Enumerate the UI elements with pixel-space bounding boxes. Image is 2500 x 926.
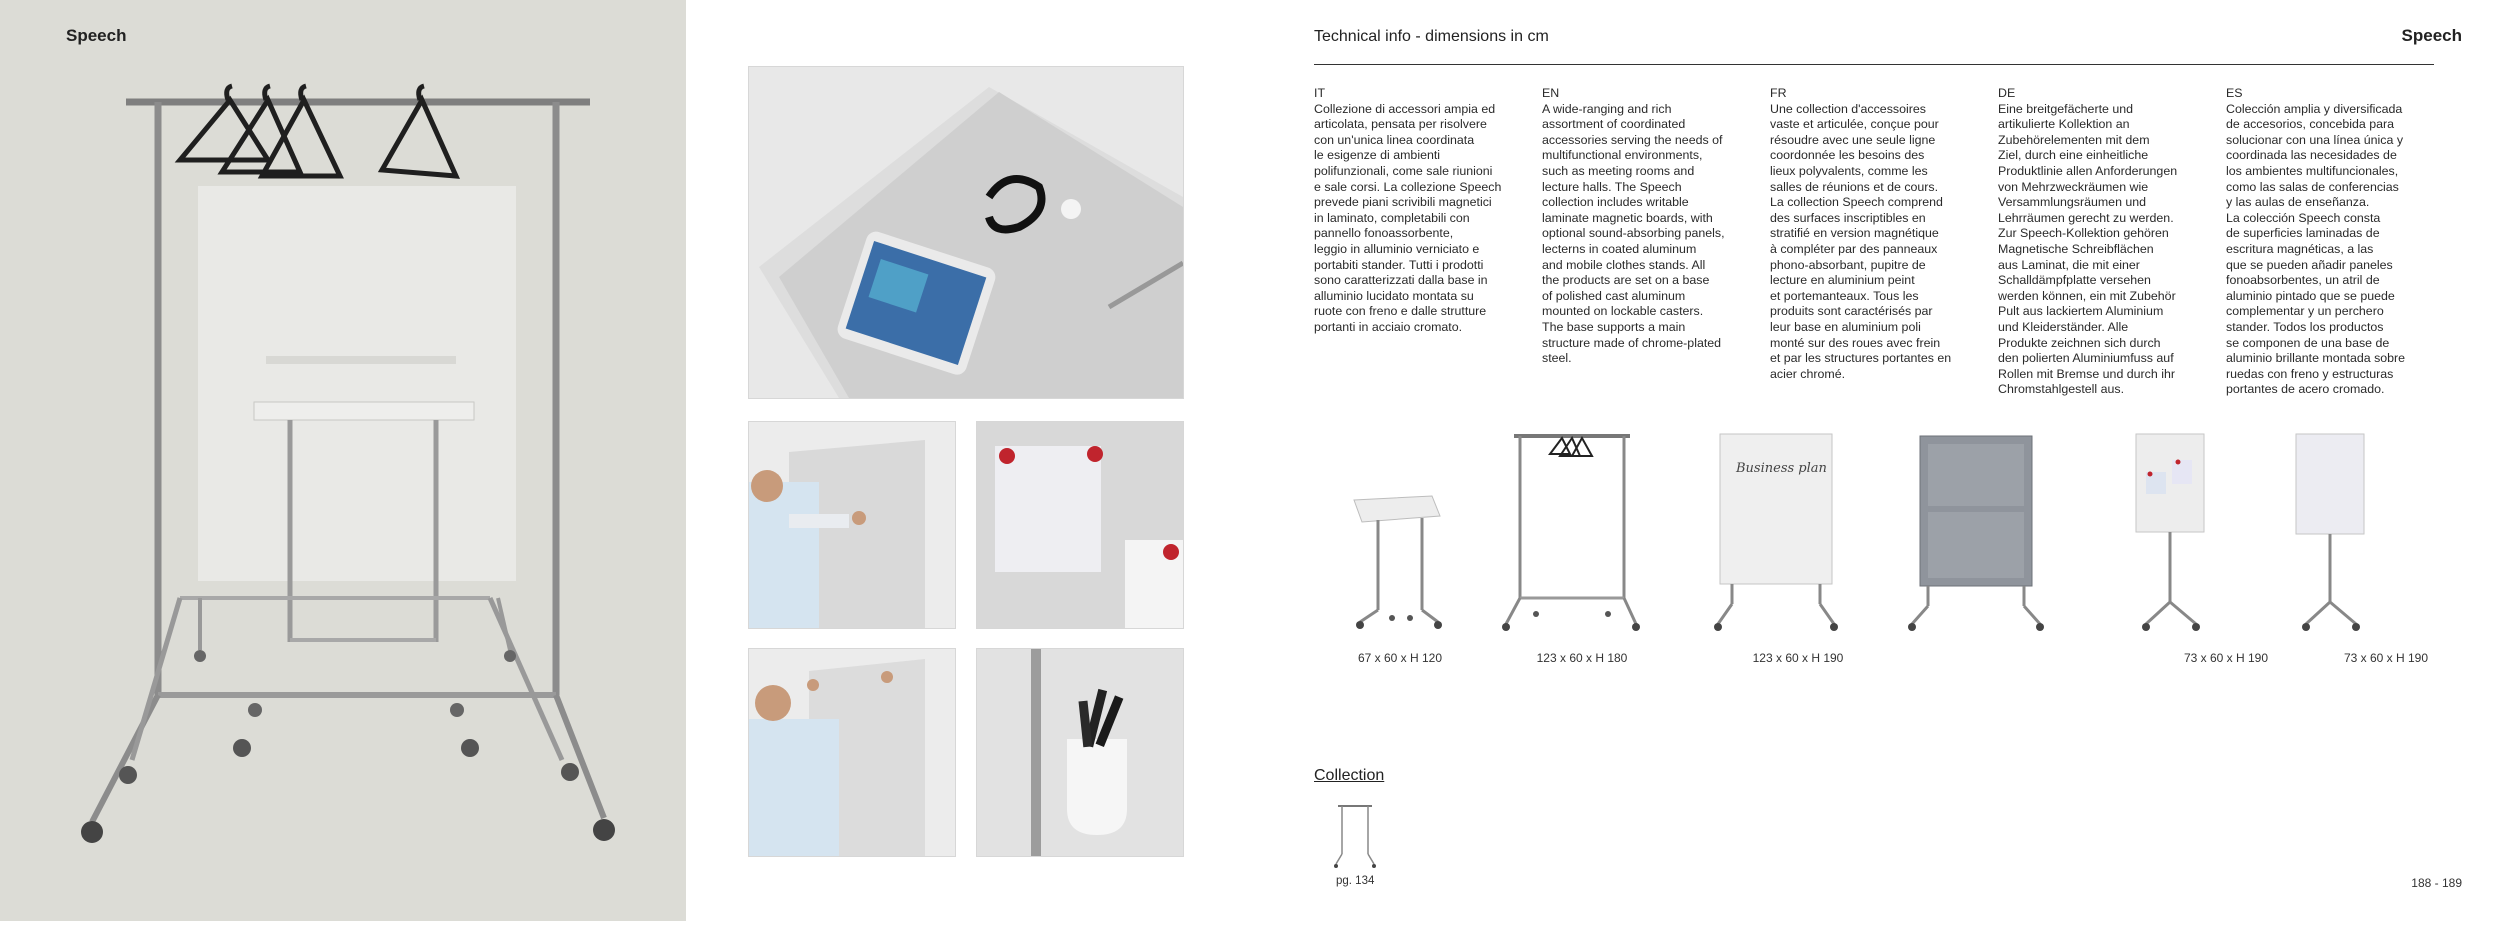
hero-photo-panel (0, 0, 686, 921)
product-flipchart-image (2296, 434, 2364, 631)
photo-man-writing (748, 648, 956, 857)
description-text: Eine breitgefächerte und artikulierte Kollektion an Zubehörelementen mit dem Ziel, durch eine einheitliche Produktlinie allen Anforderungen von Mehrzweckräumen wie Versammlungsräumen und Lehrräumen gerecht zu werden. Zur Speech-Kollektion gehören Magnetische Schreibflächen aus Laminat, die mit einer Schalldämpfplatte versehen werden können, ein mit Zubehör Pult aus lackiertem Aluminium und Kleiderständer. Alle Produkte zeichnen sich durch den polierten Aluminiumfuss auf Rollen mit Bremse und durch ihr Chromstahlgestell aus. (1998, 101, 2178, 397)
language-label: IT (1314, 86, 1326, 100)
product-sound-panel-image (1908, 436, 2044, 631)
description-text: A wide-ranging and rich assortment of coordinated accessories serving the needs of multifunctional environments, such as meeting rooms and lecture halls. The Speech collection includes writable laminate magnetic boards, with optional sound-absorbing panels, lecterns in coated aluminum and mobile clothes stands. All the products are set on a base of polished cast aluminum mounted on lockable casters. The base supports a main structure made of chrome-plated steel. (1542, 101, 1725, 366)
photo-pen-holder (976, 648, 1184, 857)
brand-title-left: Speech (66, 26, 127, 45)
description-text: Colección amplia y diversificada de accesorios, concebida para solucionar con una línea única y coordinada las necesidades de los ambientes multifuncionales, como las salas de conferencias y las aulas de enseñanza. La colección Speech consta de superficies laminadas de escritura magnéticas, a las que se pueden añadir paneles fonoabsorbentes, un atril de aluminio pintado que se puede complementar y un perchero stander. Todos los productos se componen de una base de aluminio brillante montada sobre ruedas con freno y estructuras portantes de acero cromado. (2226, 101, 2406, 397)
board-handwriting: Business plan (1736, 461, 1827, 476)
page-numbers: 188 - 189 (2411, 876, 2462, 890)
description-de (1998, 86, 2210, 398)
photo-man-board (748, 421, 956, 629)
header-rule (1314, 64, 2434, 65)
dimension-flipchart-magnets: 73 x 60 x H 190 (2183, 651, 2269, 665)
language-label: DE (1998, 86, 2016, 100)
language-label: ES (2226, 86, 2243, 100)
dimension-flipchart: 73 x 60 x H 190 (2343, 651, 2429, 665)
description-text: Une collection d'accessoires vaste et articulée, conçue pour résoudre avec une seule ligne coordonnée les besoins des lieux polyvalents, comme les salles de réunions et de cours. La collection Speech comprend des surfaces inscriptibles en stratifié en version magnétique à compléter par des panneaux phono-absorbant, pupitre de lecture en aluminium peint et portemanteaux. Tous les produits sont caractérisés par leur base en aluminium poli monté sur des roues avec frein et par les structures portantes en acier chromé. (1770, 101, 1952, 381)
product-lectern-image (1354, 496, 1442, 629)
collection-thumbnail[interactable] (1330, 800, 1380, 872)
photo-lectern-top (748, 66, 1184, 399)
collection-heading: Collection (1314, 767, 1385, 784)
language-label: FR (1770, 86, 1787, 100)
brand-title-right: Speech (2401, 26, 2462, 45)
collection-page-reference[interactable]: pg. 134 (1336, 875, 1375, 887)
description-en (1542, 86, 1754, 367)
dimension-clothes-stand: 123 x 60 x H 180 (1536, 651, 1628, 665)
description-fr (1770, 86, 1982, 382)
dimension-writing-board: 123 x 60 x H 190 (1752, 651, 1844, 665)
technical-info-heading: Technical info - dimensions in cm (1314, 28, 1549, 45)
photo-magnetic-board (976, 421, 1184, 629)
dimension-lectern: 67 x 60 x H 120 (1357, 651, 1443, 665)
product-clothes-stand-image (1502, 436, 1640, 631)
description-it (1314, 86, 1526, 336)
description-text: Collezione di accessori ampia ed articolata, pensata per risolvere con un'unica linea coordinata le esigenze di ambienti polifunzionali, come sale riunioni e sale corsi. La collezione Speech prevede piani scrivibili magnetici in laminato, completabili con pannello fonoassorbente, leggio in alluminio verniciato e portabiti stander. Tutti i prodotti sono caratterizzati dalla base in alluminio lucidato montata su ruote con freno e dalle strutture portanti in acciaio cromato. (1314, 101, 1502, 334)
description-es (2226, 86, 2438, 398)
product-flipchart-magnets-image (2136, 434, 2204, 631)
language-label: EN (1542, 86, 1560, 100)
product-lineup (1340, 420, 2420, 640)
clothes-stand-photo (0, 0, 686, 921)
product-writing-board-image (1714, 434, 1838, 631)
